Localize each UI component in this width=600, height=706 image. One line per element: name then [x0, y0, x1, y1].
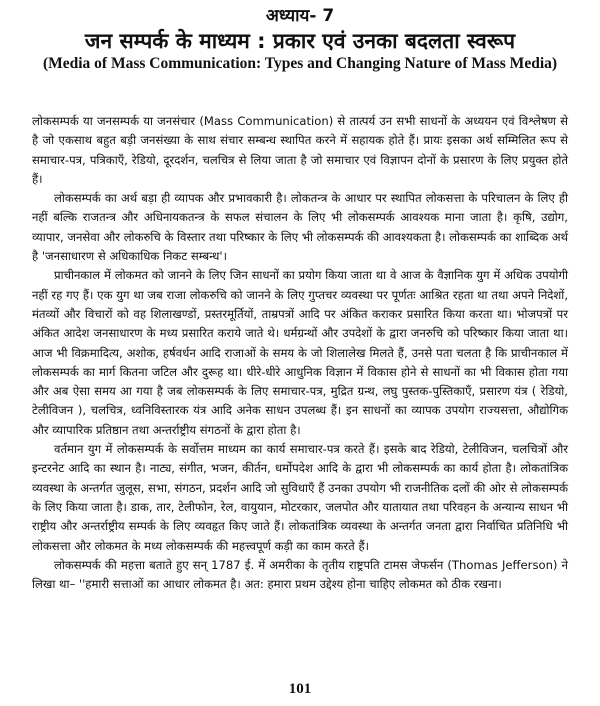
chapter-label: अध्याय- 7 — [265, 6, 335, 26]
paragraph-2: लोकसम्पर्क का अर्थ बड़ा ही व्यापक और प्रभावकारी है। लोकतन्त्र के आधार पर स्थापित लोकसत्ता के परिचालन के लिए ही नहीं बल्कि राजतन्त्र और अधिनायकतन्त्र के सफल संचालन के लिए भी लोकसम्पर्क आवश्यक माना जाता है। कृषि, उद्योग, व्यापार, जनसेवा और लोकरुचि के विस्तार तथा परिष्कार के लिए भी लोकसम्पर्क की आवश्यकता है। लोकसम्पर्क का शाब्दिक अर्थ है 'जनसाधारण से अधिकाधिक निकट सम्बन्ध'। — [32, 191, 568, 264]
chapter-title-english: (Media of Mass Communication: Types and Changing Nature of Mass Media) — [42, 55, 558, 72]
body-text — [32, 112, 568, 594]
paragraph-5: लोकसम्पर्क की महत्ता बताते हुए सन् 1787 ई. में अमरीका के तृतीय राष्ट्रपति टामस जेफर्सन (Thomas Jefferson) ने लिखा था– ''हमारी सत्ताओं का आधार लोकमत है। अत: हमारा प्रथम उद्देश्य होना चाहिए लोकमत को ठीक रखना। — [32, 557, 568, 592]
paragraph-1: लोकसम्पर्क या जनसम्पर्क या जनसंचार (Mass Communication) से तात्पर्य उन सभी साधनों के अध्ययन एवं विश्लेषण से है जो एकसाथ बहुत बड़ी जनसंख्या के साथ संचार सम्बन्ध स्थापित करने में सहायक होते हैं। प्रायः इसका अर्थ सम्मिलित रूप से समाचार-पत्र, पत्रिकाएँ, रेडियो, दूरदर्शन, चलचित्र से लिया जाता है जो समाचार एवं विज्ञापन दोनों के प्रसारण के लिए प्रयुक्त होते हैं। — [32, 114, 568, 186]
chapter-title-hindi: जन सम्पर्क के माध्यम : प्रकार एवं उनका बदलता स्वरूप — [84, 29, 516, 53]
page-number: 101 — [288, 681, 312, 697]
paragraph-3: प्राचीनकाल में लोकमत को जानने के लिए जिन साधनों का प्रयोग किया जाता था वे आज के वैज्ञानिक युग में अधिक उपयोगी नहीं रह गए हैं। एक युग था जब राजा लोकरुचि को जानने के लिए गुप्तचर व्यवस्था पर पूर्णतः आश्रित रहता था तथा अपने निदेशों, मंतव्यों और विचारों को वह शिलाखण्डों, प्रस्तरमूर्तियों, ताम्रपत्रों आदि पर अंकित कराकर प्रसारित किया करता था। भोजपत्रों पर अंकित आदेश जनसाधारण के मध्य प्रसारित कराये जाते थे। धर्मग्रन्थों और उपदेशों के द्वारा जनरुचि को परिष्कार किया जाता था। आज भी विक्रमादित्य, अशोक, हर्षवर्धन आदि राजाओं के समय के जो शिलालेख मिलते हैं, उनसे पता चलता है कि प्राचीनकाल में लोकसम्पर्क का मार्ग कितना जटिल और दुरूह था। धीरे-धीरे आधुनिक विज्ञान में विकास होने से साधनों का भी विकास होता गया और अब ऐसा समय आ गया है जब लोकसम्पर्क के लिए समाचार-पत्र, मुद्रित ग्रन्थ, लघु पुस्तक-पुस्तिकाएँ, प्रसारण यंत्र ( रेडियो, टेलीविजन ), चलचित्र, ध्वनिविस्तारक यंत्र आदि अनेक साधन उपलब्ध हैं। इन साधनों का व्यापक उपयोग राज्यसत्ता, औद्योगिक और व्यापारिक प्रतिष्ठान तथा अन्तर्राष्ट्रीय संगठनों के द्वारा होता है। — [32, 268, 568, 437]
paragraph-4: वर्तमान युग में लोकसम्पर्क के सर्वोत्तम माध्यम का कार्य समाचार-पत्र करते हैं। इसके बाद रेडियो, टेलीविजन, चलचित्रों और इन्टरनेट आदि का स्थान है। नाट्य, संगीत, भजन, कीर्तन, धर्मोपदेश आदि के द्वारा भी लोकसम्पर्क का कार्य होता है। लोकतांत्रिक व्यवस्था के अन्तर्गत जुलूस, सभा, संगठन, प्रदर्शन आदि जो सुविधाएँ हैं उनका उपयोग भी राजनीतिक दलों की ओर से लोकसम्पर्क के लिए किया जाता है। डाक, तार, टेलीफोन, रेल, वायुयान, मोटरकार, जलपोत और यातायात तथा परिवहन के अन्यान्य साधन भी राष्ट्रीय और अन्तर्राष्ट्रीय सम्पर्क के लिए व्यवहृत किए जाते हैं। लोकतांत्रिक व्यवस्था के अन्तर्गत जनता द्वारा निर्वाचित प्रतिनिधि भी लोकसत्ता और लोकमत के मध्य लोकसम्पर्क की महत्त्वपूर्ण कड़ी का काम करते हैं। — [32, 442, 568, 553]
